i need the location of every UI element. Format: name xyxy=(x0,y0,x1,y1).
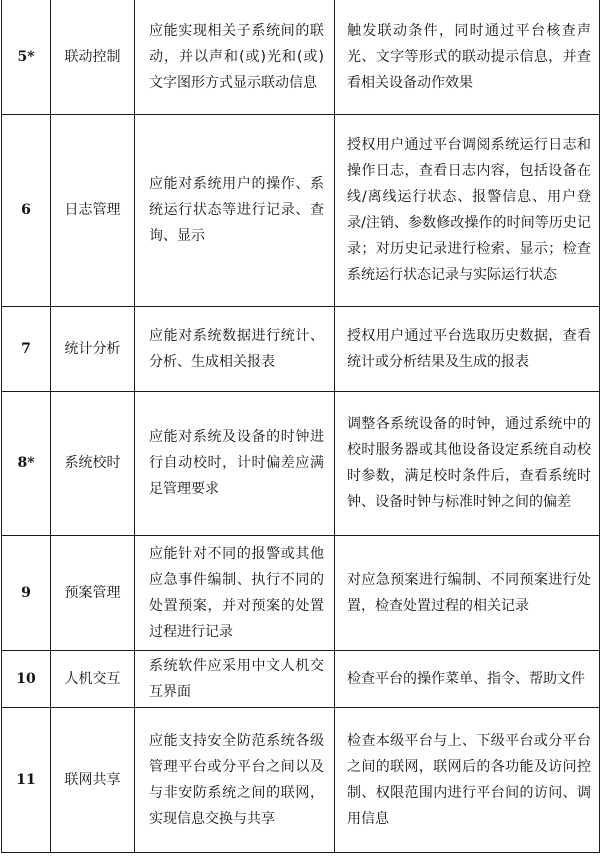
item-number: 10 xyxy=(2,650,51,707)
item-test-method: 检查平台的操作菜单、指令、帮助文件 xyxy=(335,650,600,707)
item-test-method: 授权用户通过平台调阅系统运行日志和操作日志，查看日志内容，包括设备在线/离线运行状态、报警信息、用户登录/注销、参数修改操作的时间等历史记录；对历史记录进行检索、显示；检查系统运行状态记录与实际运行状态 xyxy=(335,114,600,306)
item-name: 联网共享 xyxy=(51,707,135,852)
item-name: 系统校时 xyxy=(51,391,135,535)
item-requirement: 应能支持安全防范系统各级管理平台或分平台之间以及与非安防系统之间的联网，实现信息交换与共享 xyxy=(135,707,335,852)
item-name: 人机交互 xyxy=(51,650,135,707)
item-name: 预案管理 xyxy=(51,535,135,650)
item-name: 统计分析 xyxy=(51,306,135,391)
table-row xyxy=(2,114,600,306)
item-requirement: 应能对系统用户的操作、系统运行状态等进行记录、查询、显示 xyxy=(135,114,335,306)
item-name: 联动控制 xyxy=(51,0,135,114)
item-test-method: 对应急预案进行编制、不同预案进行处置，检查处置过程的相关记录 xyxy=(335,535,600,650)
table-row xyxy=(2,707,600,852)
item-number: 5* xyxy=(2,0,51,114)
item-requirement: 应能针对不同的报警或其他应急事件编制、执行不同的处置预案，并对预案的处置过程进行记录 xyxy=(135,535,335,650)
item-requirement: 应能实现相关子系统间的联动，并以声和(或)光和(或)文字图形方式显示联动信息 xyxy=(135,0,335,114)
item-requirement: 系统软件应采用中文人机交互界面 xyxy=(135,650,335,707)
item-number: 8* xyxy=(2,391,51,535)
item-test-method: 触发联动条件，同时通过平台核查声光、文字等形式的联动提示信息，并查看相关设备动作效果 xyxy=(335,0,600,114)
item-number: 6 xyxy=(2,114,51,306)
table-row xyxy=(2,0,600,114)
item-number: 11 xyxy=(2,707,51,852)
item-test-method: 检查本级平台与上、下级平台或分平台之间的联网，联网后的各功能及访问控制、权限范围内进行平台间的访问、调用信息 xyxy=(335,707,600,852)
item-test-method: 调整各系统设备的时钟，通过系统中的校时服务器或其他设备设定系统自动校时参数，满足校时条件后，查看系统时钟、设备时钟与标准时钟之间的偏差 xyxy=(335,391,600,535)
item-requirement: 应能对系统数据进行统计、分析、生成相关报表 xyxy=(135,306,335,391)
item-number: 9 xyxy=(2,535,51,650)
requirements-table xyxy=(1,0,600,853)
item-number: 7 xyxy=(2,306,51,391)
item-name: 日志管理 xyxy=(51,114,135,306)
item-test-method: 授权用户通过平台选取历史数据，查看统计或分析结果及生成的报表 xyxy=(335,306,600,391)
table-row xyxy=(2,535,600,650)
table-row xyxy=(2,650,600,707)
table-row xyxy=(2,306,600,391)
table-row xyxy=(2,391,600,535)
item-requirement: 应能对系统及设备的时钟进行自动校时，计时偏差应满足管理要求 xyxy=(135,391,335,535)
